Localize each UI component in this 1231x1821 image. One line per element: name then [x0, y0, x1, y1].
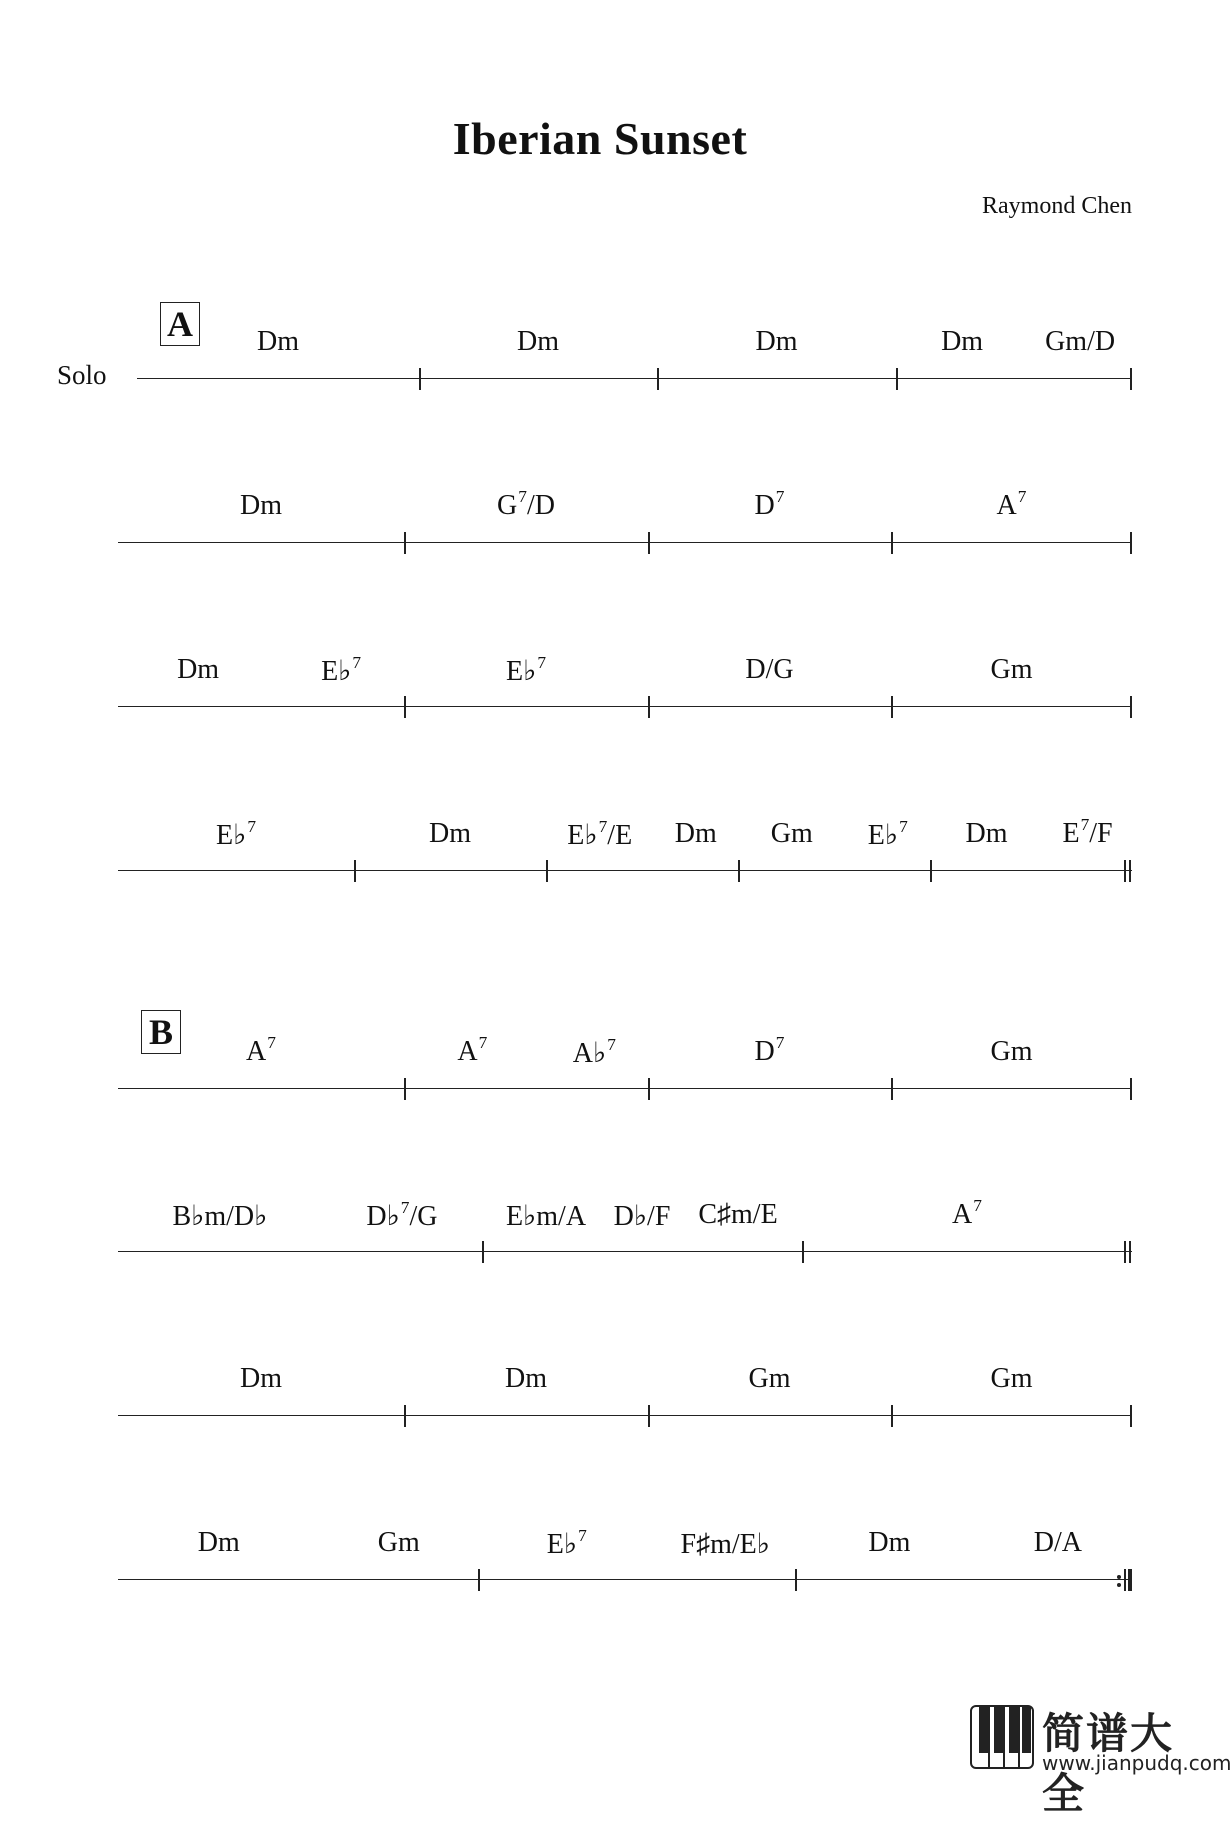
staff-system — [137, 326, 1132, 400]
end-barline — [1130, 368, 1132, 390]
chord-symbol: Dm — [240, 1363, 282, 1394]
staff-system — [118, 1525, 1132, 1601]
chord-symbol: Dm — [177, 654, 220, 685]
chord-symbol: Gm/D — [1045, 326, 1116, 357]
staff-line — [118, 706, 1132, 707]
chord-symbol: Gm — [990, 1036, 1033, 1067]
chord-symbol: E♭m/A — [505, 1201, 587, 1232]
chord-symbol: Dm — [505, 1363, 547, 1394]
chord-symbol: Dm — [868, 1527, 911, 1558]
barline — [930, 860, 932, 882]
watermark-site-name: 简谱大全 — [1042, 1709, 1175, 1818]
chord-symbol: D♭$^7$/G — [366, 1197, 438, 1232]
barline — [896, 368, 898, 390]
instrument-label: Solo — [57, 360, 107, 390]
staff-system — [118, 814, 1132, 892]
barline — [648, 532, 650, 554]
chord-symbol: Gm — [770, 818, 813, 849]
double-barline — [1124, 1241, 1133, 1263]
chord-symbol: Gm — [748, 1363, 791, 1394]
barline — [657, 368, 659, 390]
rehearsal-mark-b: B — [141, 1010, 181, 1054]
double-barline — [1124, 860, 1133, 882]
barline — [648, 1078, 650, 1100]
repeat-dots — [1117, 1573, 1122, 1587]
barline — [891, 696, 893, 718]
barline — [891, 532, 893, 554]
chord-symbol: E♭$^7$ — [216, 816, 256, 851]
chord-symbol: $D^7$ — [754, 1032, 785, 1067]
barline — [546, 860, 548, 882]
chord-symbol: Dm — [517, 326, 559, 357]
barline — [795, 1569, 797, 1591]
staff-system — [118, 486, 1132, 564]
chord-symbol: B♭m/D♭ — [172, 1201, 268, 1232]
staff-system — [118, 1195, 1132, 1273]
site-watermark — [970, 1705, 1231, 1818]
chord-symbol: C♯m/E — [698, 1199, 778, 1230]
repeat-end-barline — [1124, 1569, 1133, 1591]
piano-logo-icon — [970, 1705, 1034, 1769]
barline — [404, 1405, 406, 1427]
chord-symbol: D/G — [745, 654, 794, 685]
staff-line — [118, 1415, 1132, 1416]
barline — [891, 1078, 893, 1100]
chord-symbol: D/A — [1033, 1527, 1082, 1558]
barline — [738, 860, 740, 882]
chord-symbol: $A^7$ — [996, 486, 1027, 521]
chord-symbol: F♯m/E♭ — [680, 1529, 770, 1560]
end-barline — [1130, 1405, 1132, 1427]
staff-system — [118, 1363, 1132, 1437]
chord-symbol: Gm — [990, 654, 1033, 685]
chord-symbol: Dm — [257, 326, 299, 357]
chord-symbol: Dm — [941, 326, 984, 357]
chord-symbol: D♭/F — [613, 1201, 671, 1232]
end-barline — [1130, 696, 1132, 718]
composer-name: Raymond Chen — [982, 193, 1132, 219]
chord-symbol: A♭$^7$ — [572, 1034, 616, 1069]
barline — [482, 1241, 484, 1263]
chord-symbol: Gm — [990, 1363, 1033, 1394]
staff-line — [137, 378, 1132, 379]
chord-symbol: E♭$^7$/E — [567, 816, 633, 851]
barline — [478, 1569, 480, 1591]
staff-system — [118, 1032, 1132, 1110]
barline — [404, 696, 406, 718]
staff-system — [118, 652, 1132, 728]
end-barline — [1130, 532, 1132, 554]
barline — [404, 532, 406, 554]
staff-line — [118, 870, 1132, 871]
chord-symbol: Dm — [755, 326, 798, 357]
staff-line — [118, 1579, 1132, 1580]
chord-symbol: E♭$^7$ — [506, 652, 546, 687]
chord-symbol: Dm — [429, 818, 471, 849]
chord-symbol: $A^7$ — [246, 1032, 276, 1067]
chord-symbol: E♭$^7$ — [321, 652, 362, 687]
barline — [354, 860, 356, 882]
barline — [404, 1078, 406, 1100]
watermark-url: www.jianpudq.com — [1042, 1751, 1231, 1775]
chord-symbol: Dm — [965, 818, 1008, 849]
barline — [419, 368, 421, 390]
barline — [648, 1405, 650, 1427]
chord-symbol: E♭$^7$ — [867, 816, 908, 851]
barline — [802, 1241, 804, 1263]
rehearsal-mark-a: A — [160, 302, 200, 346]
staff-line — [118, 1251, 1132, 1252]
barline — [891, 1405, 893, 1427]
barline — [648, 696, 650, 718]
staff-line — [118, 542, 1132, 543]
chord-symbol: Dm — [240, 490, 282, 521]
chord-symbol: Dm — [674, 818, 717, 849]
chord-symbol: Dm — [197, 1527, 240, 1558]
chord-symbol: $A^7$ — [952, 1195, 982, 1230]
chord-symbol: E♭$^7$ — [546, 1525, 587, 1560]
sheet-title: Iberian Sunset — [452, 113, 748, 164]
chord-symbol: $A^7$ — [457, 1032, 488, 1067]
staff-line — [118, 1088, 1132, 1089]
chord-symbol: $E^7/F$ — [1062, 814, 1113, 849]
end-barline — [1130, 1078, 1132, 1100]
chord-symbol: $G^7/D$ — [497, 486, 555, 521]
chord-symbol: $D^7$ — [754, 486, 785, 521]
chord-symbol: Gm — [377, 1527, 420, 1558]
